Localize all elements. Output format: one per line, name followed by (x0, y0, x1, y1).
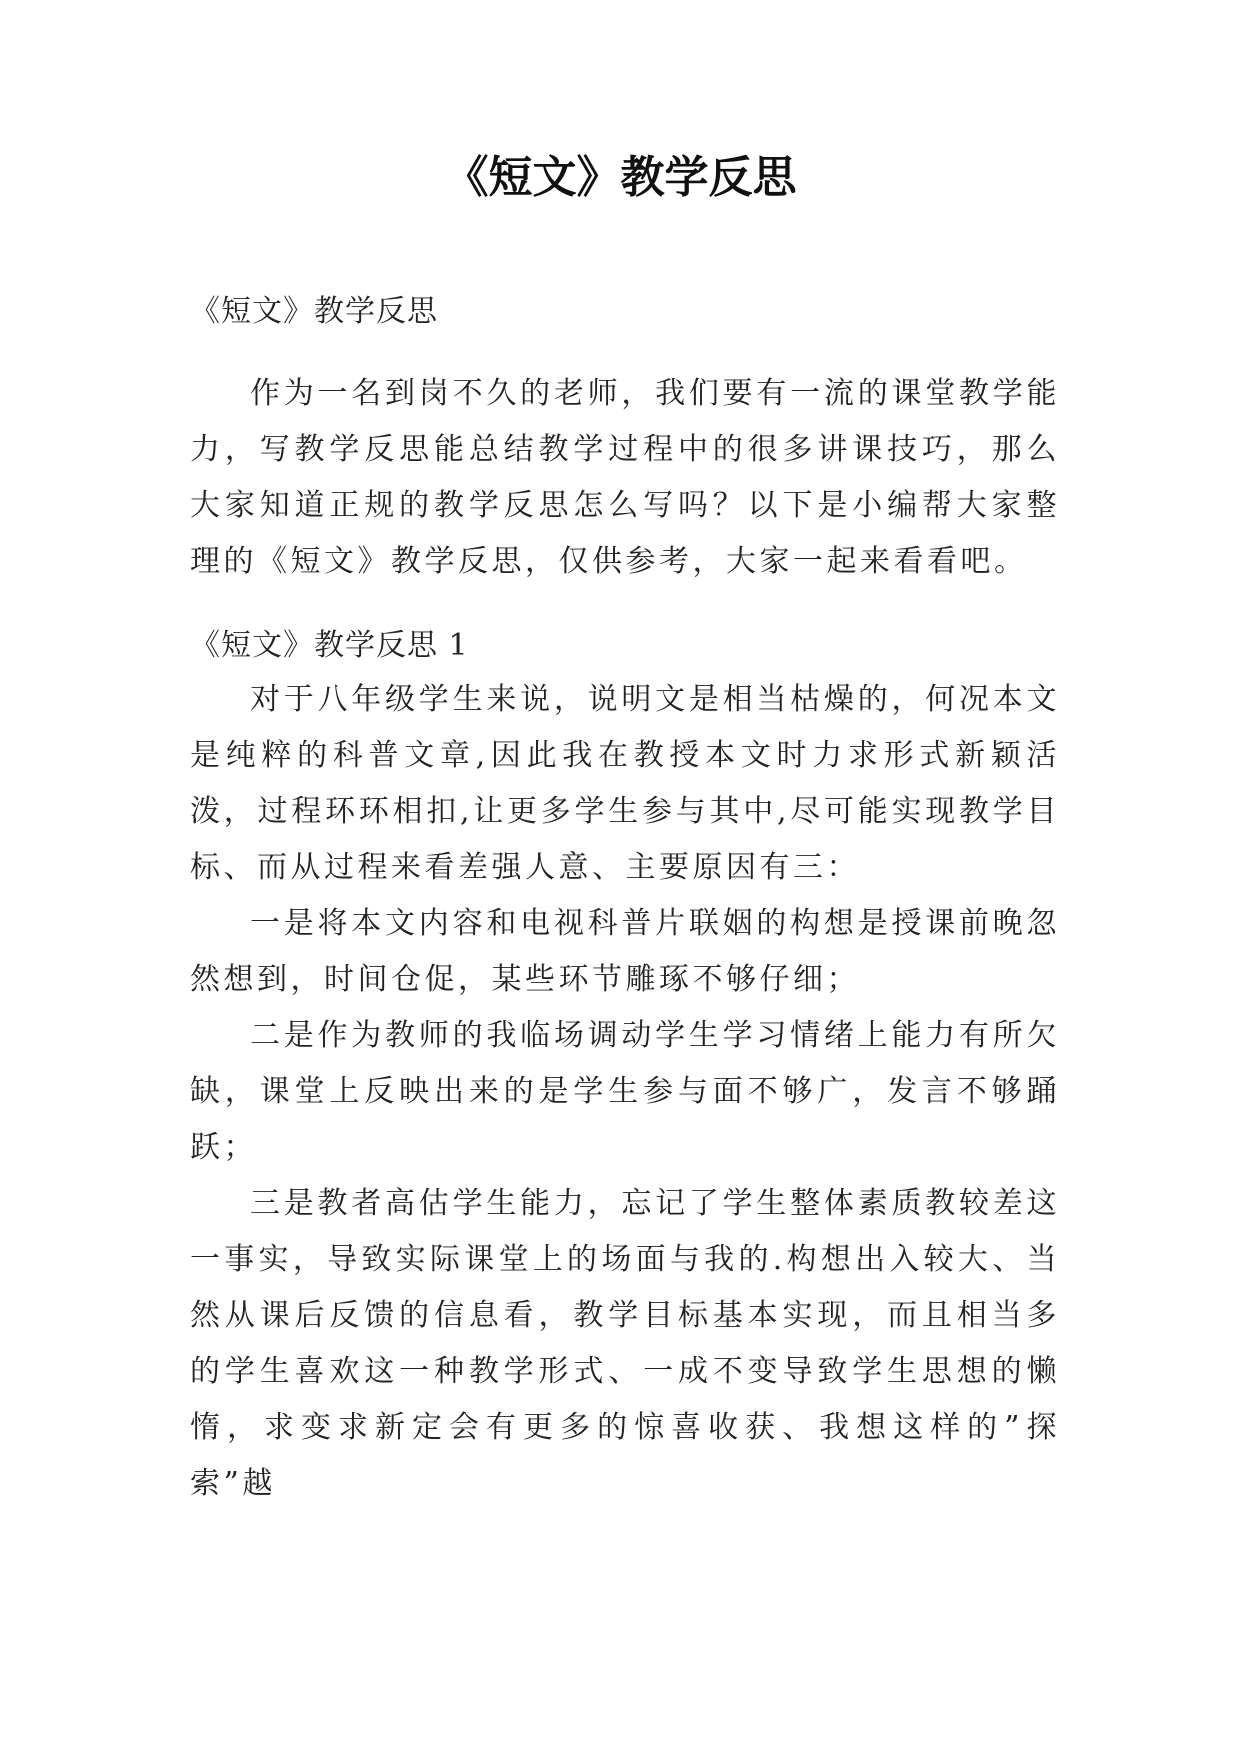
body-paragraph: 对于八年级学生来说，说明文是相当枯燥的，何况本文是纯粹的科普文章,因此我在教授本文时力求形式新颖活泼，过程环环相扣,让更多学生参与其中,尽可能实现教学目标、而从过程来看差强人意、主要原因有三： (190, 682, 1060, 885)
body-paragraph: 一是将本文内容和电视科普片联姻的构想是授课前晚忽然想到，时间仓促，某些环节雕琢不够仔细； (190, 906, 1060, 997)
document-subtitle: 《短文》教学反思 (190, 294, 438, 329)
intro-paragraph: 作为一名到岗不久的老师，我们要有一流的课堂教学能力，写教学反思能总结教学过程中的很多讲课技巧，那么大家知道正规的教学反思怎么写吗？以下是小编帮大家整理的《短文》教学反思，仅供参考，大家一起来看看吧。 (190, 376, 1060, 579)
body-paragraph: 三是教者高估学生能力，忘记了学生整体素质教较差这一事实，导致实际课堂上的场面与我的.构想出入较大、当然从课后反馈的信息看，教学目标基本实现，而且相当多的学生喜欢这一种教学形式、一成不变导致学生思想的懒惰，求变求新定会有更多的惊喜收获、我想这样的”探索”越 (190, 1186, 1060, 1501)
document-title: 《短文》教学反思 (444, 152, 797, 203)
section-heading: 《短文》教学反思 1 (190, 628, 469, 663)
body-paragraph: 二是作为教师的我临场调动学生学习情绪上能力有所欠缺，课堂上反映出来的是学生参与面不够广，发言不够踊跃； (190, 1018, 1060, 1165)
